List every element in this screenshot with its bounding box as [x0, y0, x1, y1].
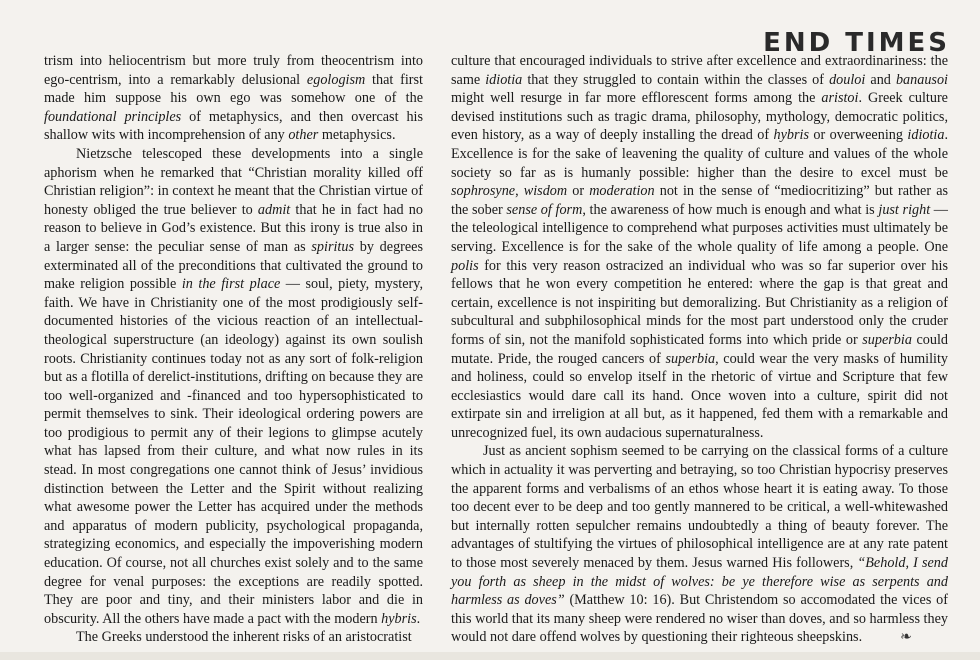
- text-run: (Matthew 10: 16). But Christendom so accomodated the vices of this world that its many sheep were rendered no wiser than doves, and so harmless they would not dare offend wolves by questioning their righteous sheepskins.: [451, 592, 948, 646]
- italic-run: hybris: [773, 127, 809, 144]
- text-run: . Greek culture devised institutions such as tragic drama, philosophy, mythology, democratic politics, even history, as a way of deeply installing the dread of: [451, 90, 948, 144]
- text-run: for this very reason ostracized an individual who was so far superior over his fellows that he won every competition he entered: where the gap is that great and certain, excellence is not inspiriting but demoralizing. But Christianity as a religion of subcultural and subphilosophical minds for the most part understood only the cruder forms of sin, not the manifold sophisticated forms into which pride or: [451, 257, 948, 348]
- italic-run: sense of form: [506, 201, 583, 218]
- left-column: [44, 52, 423, 647]
- text-run: by degrees exterminated all of the preconditions that cultivated the ground to make religion possible: [44, 238, 424, 293]
- italic-run: “Behold, I send you forth as sheep in the midst of wolves: be ye therefore wise as serpents and harmless as doves”: [451, 555, 948, 609]
- text-run: or: [567, 183, 590, 200]
- page-bottom-edge: [0, 652, 980, 660]
- text-run: or overweening: [808, 127, 908, 144]
- italic-run: banausoi: [895, 71, 948, 88]
- text-run: Nietzsche telescoped these developments into a single aphorism when he remarked that “Christian morality killed off Christian religion”: in context he meant that the Christian virtue of honesty obliged the true believer to: [44, 145, 423, 218]
- text-run: not in the sense of “mediocritizing” but rather as the sober: [451, 183, 949, 218]
- italic-run: just right: [878, 201, 931, 218]
- italic-run: idiotia: [907, 127, 945, 144]
- right-paragraph-2: [451, 442, 948, 648]
- text-run: that he in fact had no reason to believe in God’s existence. But this irony is true also in a larger sense: the peculiar sense of man as: [44, 201, 423, 255]
- italic-run: aristoi: [821, 90, 859, 107]
- text-run: that they struggled to contain within the classes of: [522, 71, 830, 88]
- text-run: . Excellence is for the sake of leavening the quality of culture and values of the whole society so far as is humanly possible: higher than the desire to excel must be: [451, 127, 949, 181]
- right-paragraph-1: [451, 52, 948, 442]
- text-run: culture that encouraged individuals to strive after excellence and extraordinariness: the same: [451, 53, 948, 88]
- italic-run: in the first place: [181, 276, 281, 293]
- text-run: .: [416, 610, 421, 627]
- italic-run: superbia: [665, 350, 716, 367]
- italic-run: other: [288, 127, 319, 144]
- text-run: that first made him suppose his own ego was somehow one of the: [44, 71, 423, 107]
- left-paragraph-3: [44, 628, 423, 647]
- italic-run: hybris: [381, 610, 417, 627]
- text-run: could mutate. Pride, the rouged cancers of: [451, 331, 948, 367]
- text-run: of metaphysics, and then overcast his shallow wits with incomprehension of any: [44, 108, 424, 144]
- italic-run: foundational principles: [44, 108, 182, 125]
- text-run: metaphysics.: [318, 127, 396, 144]
- text-run: — the teleological intelligence to comprehend what purposes activities must ultimately be serving. Excellence is for the sake of the whole quality of life among a people. One: [451, 201, 948, 255]
- italic-run: admit: [257, 201, 291, 218]
- text-run: trism into heliocentrism but more truly from theocentrism into ego-centrism, into a remarkably delusional: [44, 53, 423, 88]
- italic-run: idiotia: [485, 71, 523, 88]
- left-paragraph-2: [44, 145, 423, 628]
- text-run: Just as ancient sophism seemed to be carrying on the classical forms of a culture which in actuality it was perverting and betraying, so too Christian hypocrisy preserves the apparent forms and verbalisms of an ethos whose heart it is eating away. To those too decent ever to be deep and too gently mannered to be critical, a well-whitewashed but internally rotten sepulcher remains undoubtedly a thing of beauty forever. The advantages of stultifying the virtues of philosophical intelligence are at any rate patent to those most severely menaced by them. Jesus warned His followers,: [451, 443, 948, 572]
- left-paragraph-1: [44, 52, 423, 145]
- text-run: — soul, piety, mystery, faith. We have in Christianity one of the most prodigiously self-documented histories of the vicious reaction of an intellectual-theological superstructure (an ideology) against its own soulish roots. Christianity continues today not as any sort of folk-religion but as a flotilla of derelict-institutions, drifting on because they are too well-organized and -financed and too hypersophisticated to permit themselves to sink. Their ideological ordering powers are too prodigious to permit any of their legions to glimpse acutely what has lapsed from their culture, and what now rules in its stead. In most congregations one cannot think of Jesus’ invidious distinction between the Letter and the Spirit without realizing what awesome power the Letter has acquired under the methods and apparatus of modern publicity, psychological propaganda, strategizing economics, and especially the impoverishing modern education. Of course, not all churches exist solely and to the same degree for venal purposes: the exceptions are readily spotted. They are poor and tiny, and their ministers labor and die in obscurity. All the others have made a pact with the modern: [44, 276, 423, 627]
- text-run: The Greeks understood the inherent risks of an aristocratist: [76, 629, 412, 646]
- italic-run: moderation: [589, 183, 655, 200]
- text-run: , the awareness of how much is enough and what is: [582, 201, 879, 218]
- italic-run: sophrosyne: [451, 183, 516, 200]
- fleuron-icon: ❧: [900, 630, 912, 646]
- italic-run: douloi: [829, 71, 866, 88]
- italic-run: superbia: [862, 331, 912, 348]
- italic-run: wisdom: [523, 183, 568, 200]
- italic-run: polis: [451, 257, 479, 274]
- right-column: [451, 52, 948, 648]
- text-run: , could wear the very masks of humility and holiness, could so envelop itself in the rhetoric of virtue and Scripture that few ecclesiastics would dare call its hand. Once woven into a culture, spirit did not extirpate sin and irreligion at all but, as it happened, fed them with a remarkable and unrecognized fuel, its own audacious supernaturalness.: [451, 350, 948, 441]
- text-run: ,: [515, 183, 524, 200]
- running-header: END TIMES: [763, 28, 950, 58]
- text-run: and: [865, 71, 896, 88]
- italic-run: egologism: [306, 71, 366, 88]
- text-run: might well resurge in far more efflorescent forms among the: [451, 90, 822, 107]
- italic-run: spiritus: [311, 238, 354, 255]
